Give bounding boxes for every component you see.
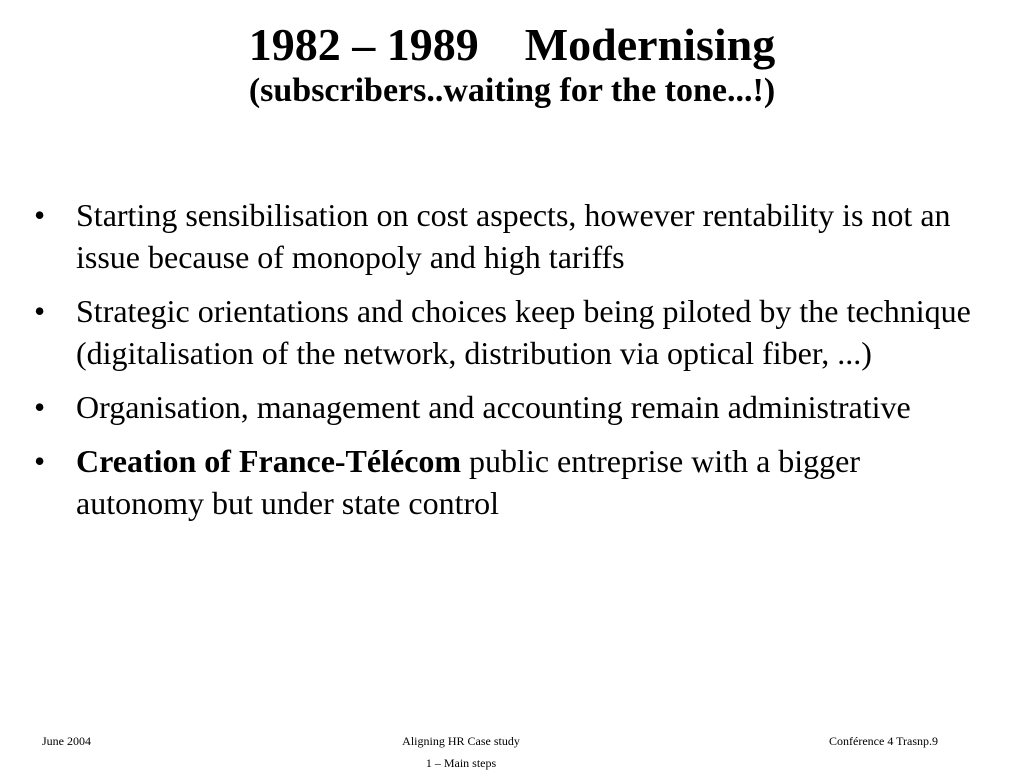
bullet-dot-icon: • [34, 443, 46, 479]
bullet-dot-icon: • [34, 197, 46, 233]
bullet-bold-text: Creation of France-Télécom [76, 443, 462, 479]
bullet-item [32, 386, 992, 428]
footer-slide-number: Conférence 4 Trasnp.9 [829, 734, 938, 748]
bullet-dot-icon: • [34, 293, 46, 329]
bullet-item [32, 290, 992, 374]
bullet-dot-icon: • [34, 389, 46, 425]
footer-title: Aligning HR Case study [402, 734, 520, 748]
slide-title: 1982 – 1989 Modernising [248, 19, 776, 70]
bullet-text: Strategic orientations and choices keep being piloted by the technique (digitalisation of the network, distribution via optical fiber, ...) [76, 293, 971, 371]
bullet-text: public entreprise with a bigger autonomy but under state control [76, 443, 861, 521]
bullet-text: Starting sensibilisation on cost aspects, however rentability is not an issue because of monopoly and high tariffs [76, 197, 951, 275]
bullet-item [32, 194, 992, 278]
bullet-list [32, 194, 992, 536]
footer-date: June 2004 [42, 734, 91, 748]
bullet-item [32, 440, 992, 524]
slide-subtitle: (subscribers..waiting for the tone...!) [248, 72, 776, 109]
footer-section: 1 – Main steps [425, 756, 497, 770]
slide-title-block [0, 18, 1024, 110]
bullet-text: Organisation, management and accounting remain administrative [76, 389, 911, 425]
